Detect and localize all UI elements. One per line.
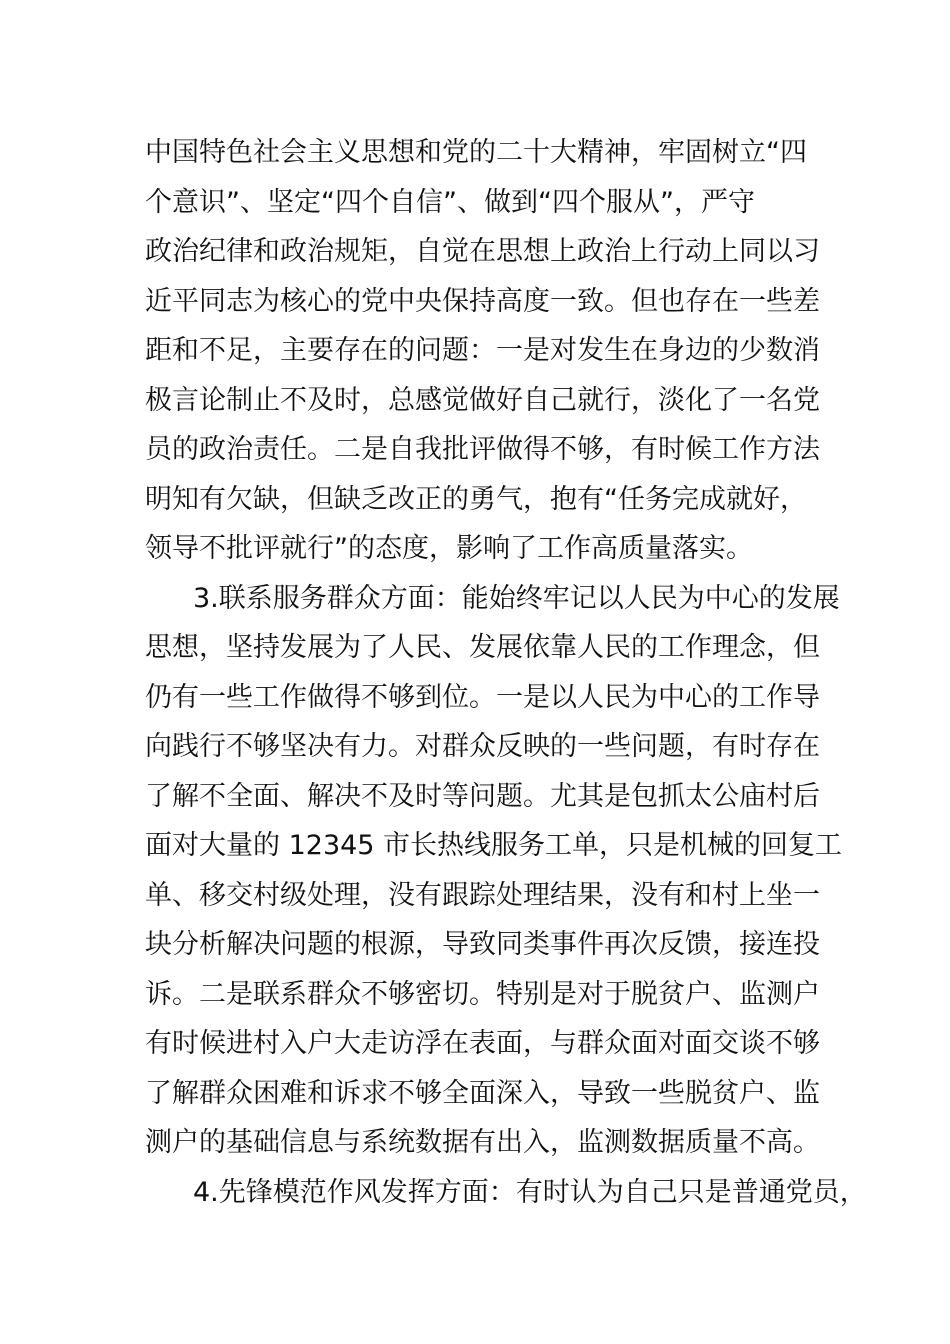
text-line: 有时候进村入户大走访浮在表面，与群众面对面交谈不够 — [145, 1028, 820, 1059]
text-line: 个意识”、坚定“四个自信”、做到“四个服从”，严守 — [145, 186, 755, 218]
text-line: 仍有一些工作做得不够到位。一是以人民为中心的工作导 — [145, 681, 820, 713]
text-line: 领导不批评就行”的态度，影响了工作高质量落实。 — [145, 533, 753, 564]
text-line: 近平同志为核心的党中央保持高度一致。但也存在一些差 — [145, 285, 820, 317]
text-line: 员的政治责任。二是自我批评做得不够，有时候工作方法 — [145, 434, 820, 465]
text-line: 面对大量的 12345 市长热线服务工单，只是机械的回复工 — [145, 830, 843, 861]
text-line: 诉。二是联系群众不够密切。特别是对于脱贫户、监测户 — [145, 978, 820, 1010]
text-line: 明知有欠缺，但缺乏改正的勇气，抱有“任务完成就好， — [145, 483, 807, 515]
document-body — [145, 128, 867, 1217]
section-heading-line: 4.先锋模范作风发挥方面：有时认为自己只是普通党员， — [193, 1176, 867, 1208]
text-line: 政治纪律和政治规矩，自觉在思想上政治上行动上同以习 — [145, 236, 820, 267]
text-line: 了解不全面、解决不及时等问题。尤其是包抓太公庙村后 — [145, 780, 820, 812]
text-line: 距和不足，主要存在的问题：一是对发生在身边的少数消 — [145, 335, 820, 366]
text-line: 向践行不够坚决有力。对群众反映的一些问题，有时存在 — [145, 731, 820, 762]
text-line: 块分析解决问题的根源，导致同类事件再次反馈，接连投 — [145, 929, 820, 960]
text-line: 单、移交村级处理，没有跟踪处理结果，没有和村上坐一 — [145, 879, 820, 911]
text-line: 思想，坚持发展为了人民、发展依靠人民的工作理念，但 — [145, 632, 820, 663]
text-line: 了解群众困难和诉求不够全面深入，导致一些脱贫户、监 — [145, 1077, 820, 1109]
text-line: 极言论制止不及时，总感觉做好自己就行，淡化了一名党 — [145, 384, 820, 416]
text-line: 中国特色社会主义思想和党的二十大精神，牢固树立“四 — [145, 137, 807, 168]
text-line: 测户的基础信息与系统数据有出入，监测数据质量不高。 — [145, 1127, 820, 1158]
section-heading-line: 3.联系服务群众方面：能始终牢记以人民为中心的发展 — [193, 582, 840, 614]
